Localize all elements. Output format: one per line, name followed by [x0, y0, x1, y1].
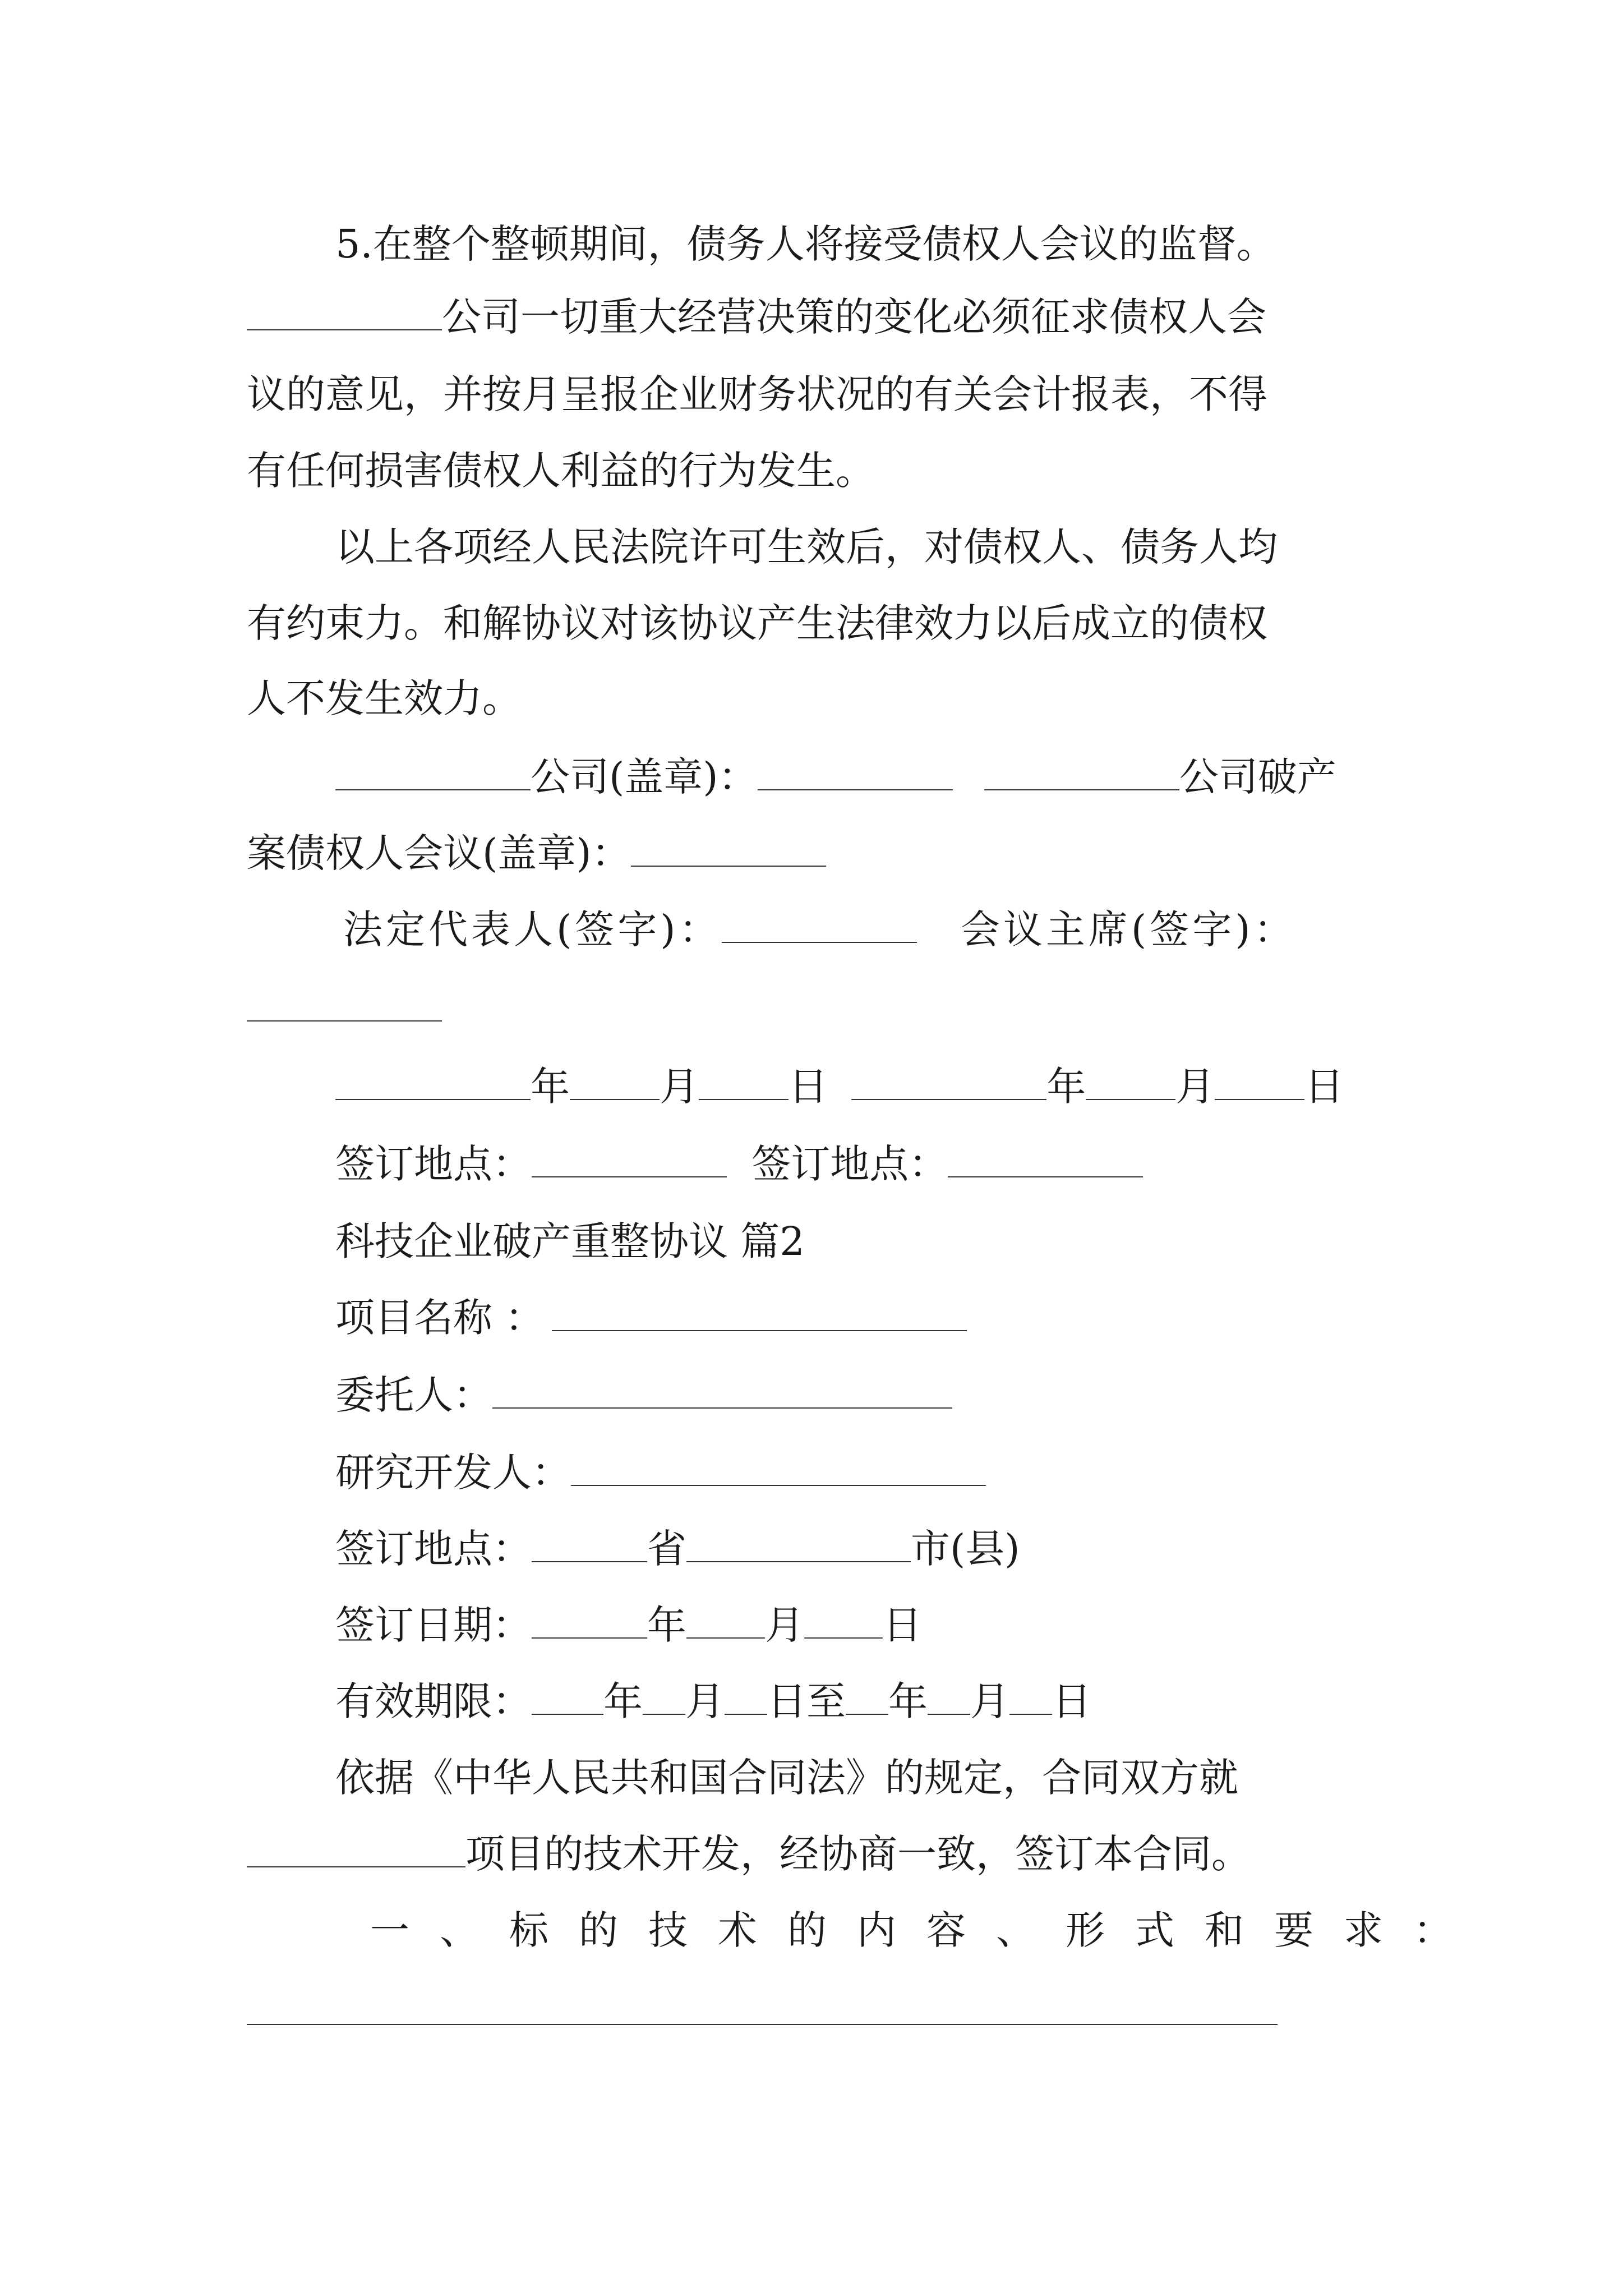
blank-bankrupt-company: [984, 753, 1179, 790]
day-label-b: 日: [1304, 1064, 1344, 1110]
blank-place-a: [532, 1140, 727, 1177]
signature-line3: [343, 904, 1297, 955]
signature-dates: [335, 1061, 1344, 1112]
basis-line2: [247, 1829, 1251, 1879]
blank-start-month: [643, 1678, 685, 1715]
blank-section1: [247, 2024, 1278, 2025]
developer-line: [335, 1447, 986, 1498]
blank-company-seal: [758, 753, 953, 790]
project-name-label: 项目名称 ：: [335, 1295, 545, 1341]
year-label-a: 年: [531, 1064, 570, 1110]
start-month-label: 月: [685, 1678, 725, 1724]
month-label-a: 月: [660, 1064, 699, 1110]
blank-project: [247, 1830, 465, 1867]
blank-day-b: [1215, 1063, 1304, 1100]
end-month-label: 月: [970, 1678, 1009, 1724]
city-label: 市(县): [911, 1526, 1020, 1572]
blank-year-b: [851, 1063, 1046, 1100]
blank-company: [247, 293, 442, 330]
blank-city: [686, 1525, 911, 1562]
province-label: 省: [647, 1526, 686, 1572]
place-label: 签订地点：: [335, 1526, 532, 1572]
sign-day-label: 日: [883, 1602, 922, 1648]
company-seal-label: 公司(盖章)：: [531, 754, 758, 800]
place-line: [335, 1524, 1020, 1574]
place-label-b: 签订地点：: [751, 1141, 948, 1187]
blank-end-year: [846, 1678, 888, 1715]
section1-heading: 一、标的技术的内容、形式和要求：: [370, 1907, 1483, 1953]
blank-month-a: [570, 1063, 660, 1100]
blank-month-b: [1086, 1063, 1175, 1100]
part2-heading: 科技企业破产重整协议 篇2: [335, 1218, 805, 1264]
para2-line1: 以上各项经人民法院许可生效后，对债权人、债务人均: [335, 524, 1278, 570]
basis-line2-text: 项目的技术开发，经协商一致，签订本合同。: [465, 1831, 1251, 1877]
blank-meeting-seal: [631, 830, 826, 867]
chairman-label: 会议主席(签字)：: [960, 907, 1297, 953]
para1-line2-text: 公司一切重大经营决策的变化必须征求债权人会: [442, 294, 1266, 340]
signature-line2: [247, 828, 826, 878]
blank-end-day: [1009, 1678, 1052, 1715]
basis-line1: 依据《中华人民共和国合同法》的规定，合同双方就: [335, 1755, 1238, 1801]
blank-day-a: [699, 1063, 789, 1100]
developer-label: 研究开发人：: [335, 1450, 571, 1496]
para1-line3: 议的意见，并按月呈报企业财务状况的有关会计报表，不得: [247, 371, 1267, 417]
signature-places: [335, 1139, 1143, 1189]
date-line: [335, 1600, 922, 1650]
meeting-seal-label: 案债权人会议(盖章)：: [247, 830, 631, 876]
legal-rep-label: 法定代表人(签字)：: [343, 907, 722, 953]
blank-start-year: [532, 1678, 603, 1715]
client-label: 委托人：: [335, 1372, 492, 1418]
validity-label: 有效期限：: [335, 1678, 532, 1724]
start-year-label: 年: [603, 1678, 643, 1724]
para2-line2: 有约束力。和解协议对该协议产生法律效力以后成立的债权: [247, 600, 1267, 646]
para2-line3: 人不发生效力。: [247, 675, 522, 721]
bankruptcy-label: 公司破产: [1179, 754, 1336, 800]
signature-line4: [247, 983, 442, 1033]
place-label-a: 签订地点：: [335, 1141, 532, 1187]
sign-month-label: 月: [765, 1602, 804, 1648]
blank-province: [532, 1525, 647, 1562]
blank-end-month: [928, 1678, 970, 1715]
para1-line2: [247, 292, 1266, 342]
validity-line: [335, 1676, 1091, 1727]
day-label-a: 日: [789, 1064, 828, 1110]
blank-chairman: [247, 984, 442, 1022]
blank-place-b: [948, 1140, 1143, 1177]
blank-sign-month: [686, 1602, 765, 1639]
para1-line4: 有任何损害债权人利益的行为发生。: [247, 448, 875, 494]
client-line: [335, 1370, 952, 1420]
signature-line1: [335, 752, 1336, 802]
year-label-b: 年: [1046, 1064, 1086, 1110]
month-label-b: 月: [1175, 1064, 1215, 1110]
blank-sign-day: [804, 1602, 883, 1639]
sign-year-label: 年: [647, 1602, 686, 1648]
end-year-label: 年: [888, 1678, 928, 1724]
blank-year-a: [335, 1063, 531, 1100]
blank-start-day: [725, 1678, 767, 1715]
to-label: 日至: [767, 1678, 846, 1724]
date-label: 签订日期：: [335, 1602, 532, 1648]
blank-client: [492, 1372, 952, 1409]
end-day-label: 日: [1052, 1678, 1091, 1724]
blank-company-name: [335, 753, 531, 790]
para1-line1: 5.在整个整顿期间，债务人将接受债权人会议的监督。: [335, 221, 1276, 267]
blank-sign-year: [532, 1602, 647, 1639]
blank-developer: [571, 1449, 986, 1486]
project-name-line: [335, 1292, 967, 1343]
blank-legal-rep: [722, 906, 917, 943]
blank-project-name: [552, 1294, 967, 1331]
